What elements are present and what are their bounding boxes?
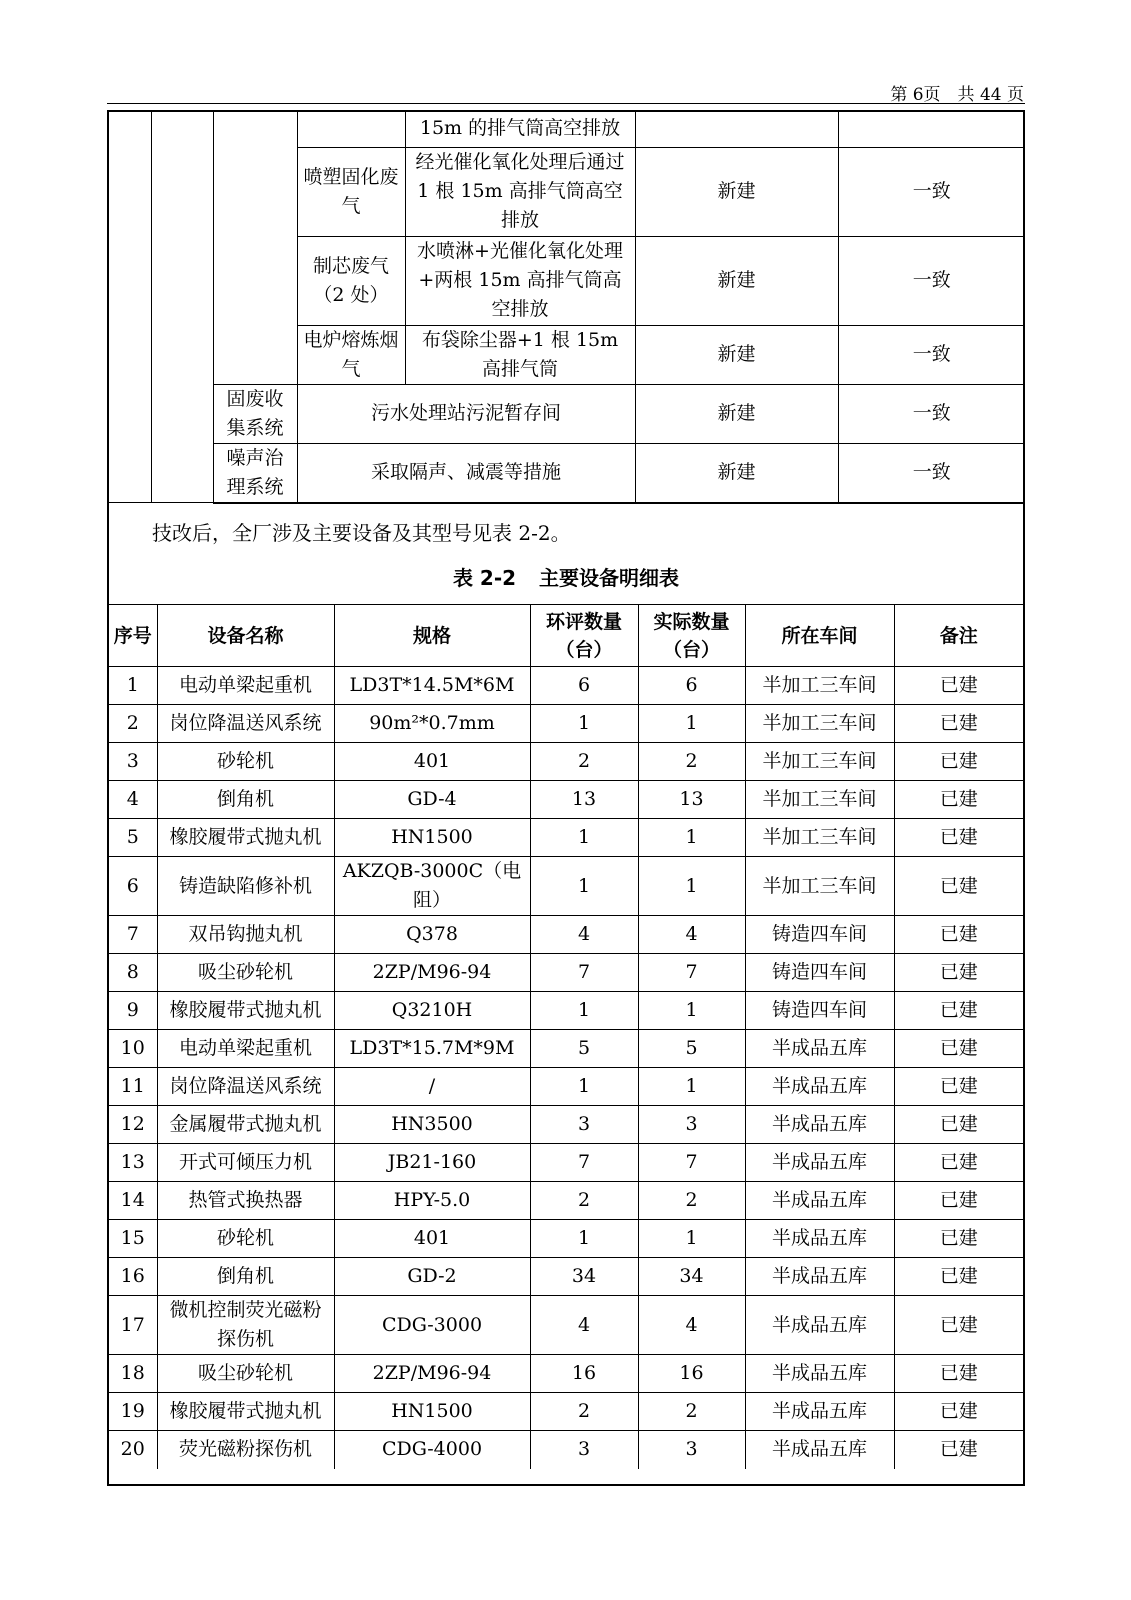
equipment-name-cell: 铸造缺陷修补机 bbox=[157, 857, 334, 916]
actual-quantity-cell: 16 bbox=[638, 1355, 745, 1393]
row-number-cell: 11 bbox=[109, 1068, 157, 1106]
equipment-table bbox=[109, 604, 1023, 1469]
remark-cell: 已建 bbox=[894, 1355, 1023, 1393]
merged-cell bbox=[151, 110, 213, 503]
workshop-cell: 半成品五库 bbox=[745, 1355, 894, 1393]
specification-cell: LD3T*15.7M*9M bbox=[334, 1030, 530, 1068]
row-number-cell: 4 bbox=[109, 781, 157, 819]
actual-quantity-cell: 34 bbox=[638, 1258, 745, 1296]
specification-cell: 2ZP/M96-94 bbox=[334, 954, 530, 992]
row-number-cell: 20 bbox=[109, 1431, 157, 1469]
workshop-cell: 半成品五库 bbox=[745, 1030, 894, 1068]
table-row bbox=[109, 1296, 1023, 1355]
actual-quantity-cell: 4 bbox=[638, 916, 745, 954]
workshop-cell: 半成品五库 bbox=[745, 1182, 894, 1220]
planned-quantity-cell: 1 bbox=[530, 819, 638, 857]
table-row bbox=[109, 1220, 1023, 1258]
measure-cell: 经光催化氧化处理后通过 1 根 15m 高排气筒高空排放 bbox=[405, 147, 635, 236]
actual-quantity-cell: 2 bbox=[638, 1393, 745, 1431]
equipment-name-cell: 倒角机 bbox=[157, 781, 334, 819]
planned-quantity-cell: 2 bbox=[530, 743, 638, 781]
remark-cell: 已建 bbox=[894, 1182, 1023, 1220]
specification-cell: JB21-160 bbox=[334, 1144, 530, 1182]
workshop-cell: 铸造四车间 bbox=[745, 954, 894, 992]
equipment-name-cell: 微机控制荧光磁粉探伤机 bbox=[157, 1296, 334, 1355]
actual-quantity-cell: 2 bbox=[638, 743, 745, 781]
specification-cell: 401 bbox=[334, 1220, 530, 1258]
table-row bbox=[109, 819, 1023, 857]
table-row bbox=[109, 857, 1023, 916]
table-row bbox=[109, 1431, 1023, 1469]
remark-cell: 已建 bbox=[894, 667, 1023, 705]
equipment-name-cell: 金属履带式抛丸机 bbox=[157, 1106, 334, 1144]
planned-quantity-cell: 4 bbox=[530, 916, 638, 954]
specification-cell: 401 bbox=[334, 743, 530, 781]
remark-cell: 已建 bbox=[894, 705, 1023, 743]
row-number-cell: 16 bbox=[109, 1258, 157, 1296]
column-header: 规格 bbox=[334, 605, 530, 667]
specification-cell: 2ZP/M96-94 bbox=[334, 1355, 530, 1393]
equipment-name-cell: 电动单梁起重机 bbox=[157, 1030, 334, 1068]
status-cell: 新建 bbox=[635, 384, 838, 443]
remark-cell: 已建 bbox=[894, 781, 1023, 819]
workshop-cell: 半加工三车间 bbox=[745, 781, 894, 819]
equipment-name-cell: 吸尘砂轮机 bbox=[157, 1355, 334, 1393]
planned-quantity-cell: 7 bbox=[530, 954, 638, 992]
table-row bbox=[109, 1030, 1023, 1068]
equipment-name-cell: 吸尘砂轮机 bbox=[157, 954, 334, 992]
equipment-name-cell: 倒角机 bbox=[157, 1258, 334, 1296]
specification-cell: CDG-3000 bbox=[334, 1296, 530, 1355]
row-number-cell: 6 bbox=[109, 857, 157, 916]
caption-title: 主要设备明细表 bbox=[539, 566, 680, 590]
status-cell: 新建 bbox=[635, 325, 838, 384]
specification-cell: LD3T*14.5M*6M bbox=[334, 667, 530, 705]
table-row bbox=[109, 916, 1023, 954]
remark-cell: 已建 bbox=[894, 1030, 1023, 1068]
table-row bbox=[109, 1182, 1023, 1220]
specification-cell: HPY-5.0 bbox=[334, 1182, 530, 1220]
workshop-cell: 半成品五库 bbox=[745, 1393, 894, 1431]
specification-cell: Q3210H bbox=[334, 992, 530, 1030]
actual-quantity-cell: 1 bbox=[638, 705, 745, 743]
row-number-cell: 17 bbox=[109, 1296, 157, 1355]
equipment-name-cell: 开式可倾压力机 bbox=[157, 1144, 334, 1182]
equipment-name-cell: 热管式换热器 bbox=[157, 1182, 334, 1220]
measure-cell: 布袋除尘器+1 根 15m 高排气筒 bbox=[405, 325, 635, 384]
equipment-name-cell: 荧光磁粉探伤机 bbox=[157, 1431, 334, 1469]
workshop-cell: 半成品五库 bbox=[745, 1258, 894, 1296]
actual-quantity-cell: 1 bbox=[638, 819, 745, 857]
planned-quantity-cell: 2 bbox=[530, 1393, 638, 1431]
workshop-cell: 半成品五库 bbox=[745, 1431, 894, 1469]
table-row bbox=[109, 1144, 1023, 1182]
workshop-cell: 半成品五库 bbox=[745, 1296, 894, 1355]
item-cell: 制芯废气（2 处） bbox=[297, 236, 405, 325]
remark-cell: 已建 bbox=[894, 992, 1023, 1030]
actual-quantity-cell: 13 bbox=[638, 781, 745, 819]
actual-quantity-cell: 7 bbox=[638, 954, 745, 992]
compare-cell: 一致 bbox=[838, 236, 1025, 325]
workshop-cell: 半成品五库 bbox=[745, 1106, 894, 1144]
actual-quantity-cell: 4 bbox=[638, 1296, 745, 1355]
compare-cell: 一致 bbox=[838, 147, 1025, 236]
specification-cell: 90m²*0.7mm bbox=[334, 705, 530, 743]
row-number-cell: 18 bbox=[109, 1355, 157, 1393]
row-number-cell: 7 bbox=[109, 916, 157, 954]
actual-quantity-cell: 5 bbox=[638, 1030, 745, 1068]
specification-cell: AKZQB-3000C（电阻） bbox=[334, 857, 530, 916]
workshop-cell: 铸造四车间 bbox=[745, 916, 894, 954]
specification-cell: GD-2 bbox=[334, 1258, 530, 1296]
planned-quantity-cell: 16 bbox=[530, 1355, 638, 1393]
planned-quantity-cell: 6 bbox=[530, 667, 638, 705]
measure-cell: 污水处理站污泥暂存间 bbox=[297, 384, 635, 443]
planned-quantity-cell: 1 bbox=[530, 857, 638, 916]
compare-cell: 一致 bbox=[838, 443, 1025, 503]
row-number-cell: 12 bbox=[109, 1106, 157, 1144]
specification-cell: CDG-4000 bbox=[334, 1431, 530, 1469]
equipment-name-cell: 双吊钩抛丸机 bbox=[157, 916, 334, 954]
actual-quantity-cell: 1 bbox=[638, 857, 745, 916]
environmental-measures-table bbox=[107, 110, 1025, 504]
intro-paragraph: 技改后，全厂涉及主要设备及其型号见表 2-2。 bbox=[152, 521, 571, 545]
equipment-name-cell: 岗位降温送风系统 bbox=[157, 705, 334, 743]
remark-cell: 已建 bbox=[894, 1068, 1023, 1106]
workshop-cell: 半成品五库 bbox=[745, 1144, 894, 1182]
row-number-cell: 13 bbox=[109, 1144, 157, 1182]
workshop-cell: 半加工三车间 bbox=[745, 705, 894, 743]
planned-quantity-cell: 3 bbox=[530, 1106, 638, 1144]
remark-cell: 已建 bbox=[894, 1431, 1023, 1469]
table-row bbox=[109, 1258, 1023, 1296]
table-row bbox=[107, 384, 1025, 443]
status-cell: 新建 bbox=[635, 443, 838, 503]
planned-quantity-cell: 1 bbox=[530, 1068, 638, 1106]
status-cell bbox=[635, 110, 838, 147]
actual-quantity-cell: 1 bbox=[638, 992, 745, 1030]
page-number-header: 第 6页 共 44 页 bbox=[890, 85, 1024, 105]
item-cell bbox=[297, 110, 405, 147]
compare-cell: 一致 bbox=[838, 325, 1025, 384]
remark-cell: 已建 bbox=[894, 1144, 1023, 1182]
workshop-cell: 半加工三车间 bbox=[745, 743, 894, 781]
planned-quantity-cell: 2 bbox=[530, 1182, 638, 1220]
workshop-cell: 半加工三车间 bbox=[745, 857, 894, 916]
column-header: 备注 bbox=[894, 605, 1023, 667]
caption-number: 表 2-2 bbox=[452, 566, 517, 590]
workshop-cell: 铸造四车间 bbox=[745, 992, 894, 1030]
item-cell: 电炉熔炼烟气 bbox=[297, 325, 405, 384]
column-header: 序号 bbox=[109, 605, 157, 667]
remark-cell: 已建 bbox=[894, 1258, 1023, 1296]
row-number-cell: 2 bbox=[109, 705, 157, 743]
remark-cell: 已建 bbox=[894, 916, 1023, 954]
table-caption bbox=[107, 562, 1025, 591]
row-number-cell: 14 bbox=[109, 1182, 157, 1220]
table-row bbox=[109, 1068, 1023, 1106]
planned-quantity-cell: 1 bbox=[530, 705, 638, 743]
equipment-name-cell: 岗位降温送风系统 bbox=[157, 1068, 334, 1106]
planned-quantity-cell: 1 bbox=[530, 1220, 638, 1258]
table-header-row bbox=[109, 605, 1023, 667]
column-header: 设备名称 bbox=[157, 605, 334, 667]
table-row bbox=[109, 743, 1023, 781]
actual-quantity-cell: 6 bbox=[638, 667, 745, 705]
table-row bbox=[109, 667, 1023, 705]
column-header: 实际数量（台） bbox=[638, 605, 745, 667]
planned-quantity-cell: 5 bbox=[530, 1030, 638, 1068]
equipment-name-cell: 砂轮机 bbox=[157, 1220, 334, 1258]
system-cell: 固废收集系统 bbox=[213, 384, 297, 443]
planned-quantity-cell: 34 bbox=[530, 1258, 638, 1296]
remark-cell: 已建 bbox=[894, 857, 1023, 916]
actual-quantity-cell: 3 bbox=[638, 1431, 745, 1469]
merged-cell bbox=[107, 110, 151, 503]
workshop-cell: 半成品五库 bbox=[745, 1220, 894, 1258]
measure-cell: 15m 的排气筒高空排放 bbox=[405, 110, 635, 147]
remark-cell: 已建 bbox=[894, 1220, 1023, 1258]
actual-quantity-cell: 3 bbox=[638, 1106, 745, 1144]
table-row bbox=[109, 781, 1023, 819]
planned-quantity-cell: 13 bbox=[530, 781, 638, 819]
equipment-name-cell: 橡胶履带式抛丸机 bbox=[157, 819, 334, 857]
equipment-name-cell: 橡胶履带式抛丸机 bbox=[157, 992, 334, 1030]
item-cell: 喷塑固化废气 bbox=[297, 147, 405, 236]
system-cell: 噪声治理系统 bbox=[213, 443, 297, 503]
remark-cell: 已建 bbox=[894, 954, 1023, 992]
table-row bbox=[109, 1393, 1023, 1431]
remark-cell: 已建 bbox=[894, 1106, 1023, 1144]
equipment-name-cell: 砂轮机 bbox=[157, 743, 334, 781]
row-number-cell: 10 bbox=[109, 1030, 157, 1068]
column-header: 所在车间 bbox=[745, 605, 894, 667]
measure-cell: 采取隔声、减震等措施 bbox=[297, 443, 635, 503]
row-number-cell: 9 bbox=[109, 992, 157, 1030]
table-row bbox=[107, 443, 1025, 503]
actual-quantity-cell: 1 bbox=[638, 1068, 745, 1106]
row-number-cell: 1 bbox=[109, 667, 157, 705]
workshop-cell: 半加工三车间 bbox=[745, 819, 894, 857]
measure-cell: 水喷淋+光催化氧化处理+两根 15m 高排气筒高空排放 bbox=[405, 236, 635, 325]
remark-cell: 已建 bbox=[894, 1296, 1023, 1355]
planned-quantity-cell: 3 bbox=[530, 1431, 638, 1469]
actual-quantity-cell: 1 bbox=[638, 1220, 745, 1258]
merged-cell bbox=[213, 110, 297, 384]
workshop-cell: 半加工三车间 bbox=[745, 667, 894, 705]
header-rule bbox=[107, 103, 1025, 104]
status-cell: 新建 bbox=[635, 236, 838, 325]
specification-cell: HN1500 bbox=[334, 1393, 530, 1431]
remark-cell: 已建 bbox=[894, 819, 1023, 857]
table-row bbox=[109, 1106, 1023, 1144]
compare-cell bbox=[838, 110, 1025, 147]
row-number-cell: 19 bbox=[109, 1393, 157, 1431]
row-number-cell: 15 bbox=[109, 1220, 157, 1258]
workshop-cell: 半成品五库 bbox=[745, 1068, 894, 1106]
specification-cell: / bbox=[334, 1068, 530, 1106]
specification-cell: HN1500 bbox=[334, 819, 530, 857]
table-row bbox=[107, 110, 1025, 147]
row-number-cell: 8 bbox=[109, 954, 157, 992]
table-row bbox=[109, 992, 1023, 1030]
remark-cell: 已建 bbox=[894, 1393, 1023, 1431]
status-cell: 新建 bbox=[635, 147, 838, 236]
planned-quantity-cell: 4 bbox=[530, 1296, 638, 1355]
row-number-cell: 5 bbox=[109, 819, 157, 857]
equipment-name-cell: 橡胶履带式抛丸机 bbox=[157, 1393, 334, 1431]
remark-cell: 已建 bbox=[894, 743, 1023, 781]
specification-cell: Q378 bbox=[334, 916, 530, 954]
table-row bbox=[109, 1355, 1023, 1393]
planned-quantity-cell: 1 bbox=[530, 992, 638, 1030]
specification-cell: GD-4 bbox=[334, 781, 530, 819]
column-header: 环评数量（台） bbox=[530, 605, 638, 667]
actual-quantity-cell: 2 bbox=[638, 1182, 745, 1220]
row-number-cell: 3 bbox=[109, 743, 157, 781]
specification-cell: HN3500 bbox=[334, 1106, 530, 1144]
table-row bbox=[109, 954, 1023, 992]
actual-quantity-cell: 7 bbox=[638, 1144, 745, 1182]
compare-cell: 一致 bbox=[838, 384, 1025, 443]
table-row bbox=[109, 705, 1023, 743]
equipment-name-cell: 电动单梁起重机 bbox=[157, 667, 334, 705]
planned-quantity-cell: 7 bbox=[530, 1144, 638, 1182]
